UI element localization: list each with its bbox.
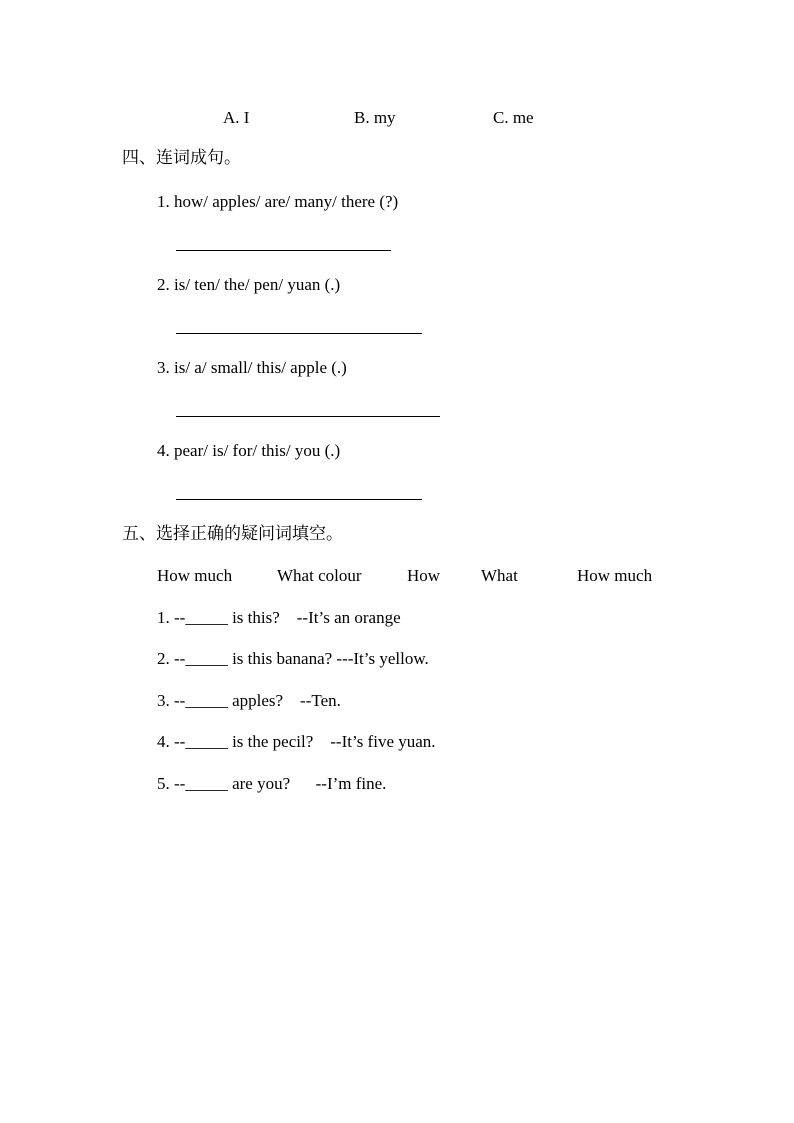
option-a: A. I xyxy=(223,108,250,127)
answer-line-3 xyxy=(176,416,440,417)
section5-item-3: 3. --_____ apples? --Ten. xyxy=(157,691,341,710)
answer-line-4 xyxy=(176,499,422,500)
word-bank-item: What xyxy=(481,566,518,585)
section5-item-4: 4. --_____ is the pecil? --It’s five yuan. xyxy=(157,732,436,751)
word-bank-item: How much xyxy=(157,566,233,585)
section4-item-1: 1. how/ apples/ are/ many/ there (?) xyxy=(157,192,399,211)
answer-line-2 xyxy=(176,333,422,334)
answer-line-1 xyxy=(176,250,391,251)
section4-heading: 四、连词成句。 xyxy=(122,148,241,168)
section5-heading: 五、选择正确的疑问词填空。 xyxy=(122,524,343,544)
option-c: C. me xyxy=(493,108,534,127)
section5-item-5: 5. --_____ are you? --I’m fine. xyxy=(157,774,387,793)
word-bank-item: How much xyxy=(577,566,653,585)
section4-item-2: 2. is/ ten/ the/ pen/ yuan (.) xyxy=(157,275,341,294)
option-b: B. my xyxy=(354,108,396,127)
word-bank-item: What colour xyxy=(277,566,362,585)
section5-item-2: 2. --_____ is this banana? ---It’s yellow. xyxy=(157,649,429,668)
section4-item-4: 4. pear/ is/ for/ this/ you (.) xyxy=(157,441,341,460)
section5-item-1: 1. --_____ is this? --It’s an orange xyxy=(157,608,401,627)
section4-item-3: 3. is/ a/ small/ this/ apple (.) xyxy=(157,358,347,377)
word-bank-item: How xyxy=(407,566,441,585)
